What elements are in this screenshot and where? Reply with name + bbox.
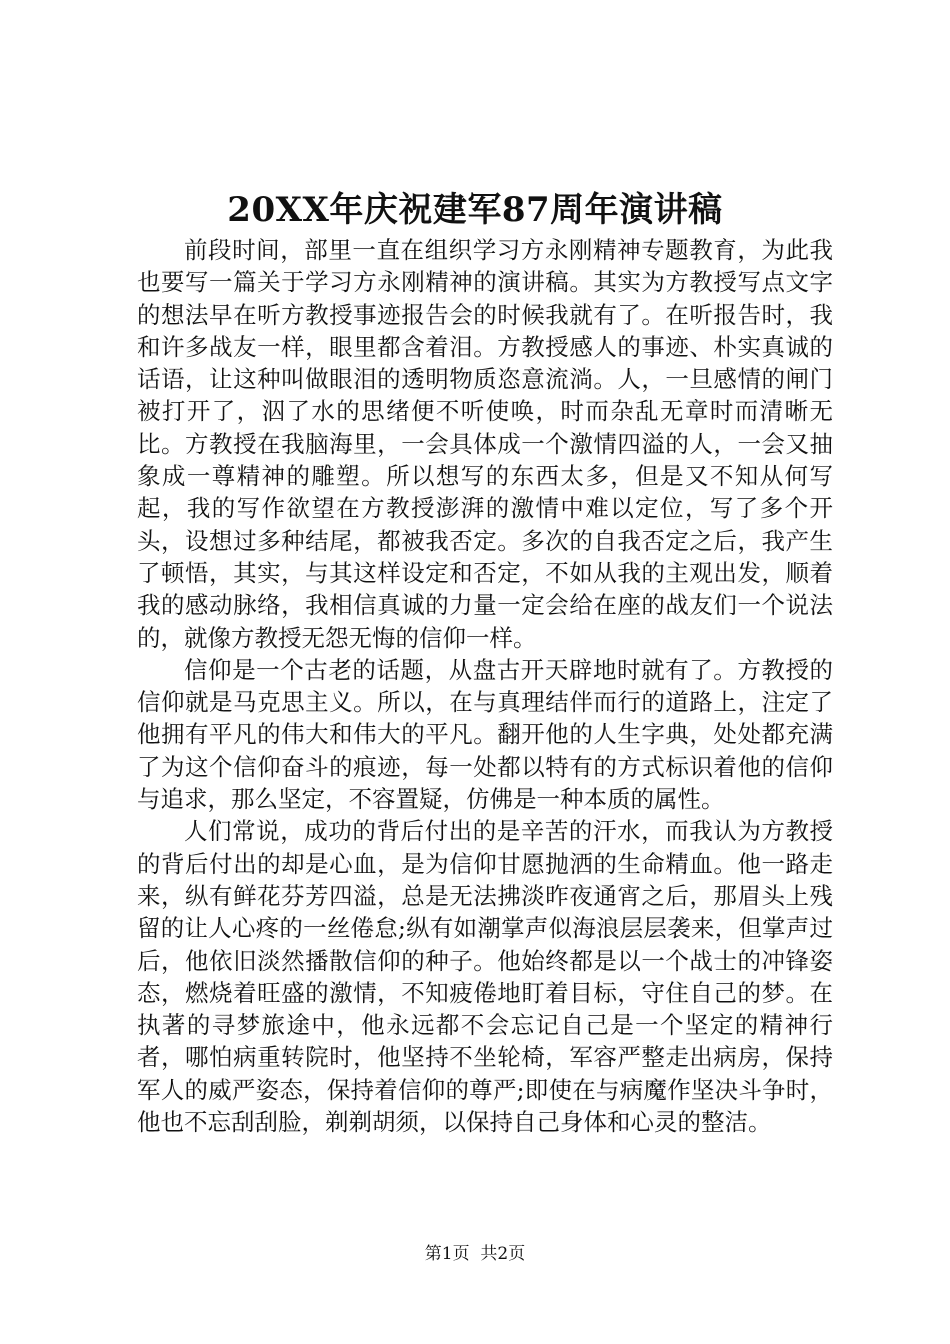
paragraph-1: 前段时间，部里一直在组织学习方永刚精神专题教育，为此我也要写一篇关于学习方永刚精神的演讲稿。其实为方教授写点文字的想法早在听方教授事迹报告会的时候我就有了。在听报告时，我和许多战友一样，眼里都含着泪。方教授感人的事迹、朴实真诚的话语，让这种叫做眼泪的透明物质恣意流淌。人，一旦感情的闸门被打开了，泅了水的思绪便不听使唤，时而杂乱无章时而清晰无比。方教授在我脑海里，一会具体成一个激情四溢的人，一会又抽象成一尊精神的雕塑。所以想写的东西太多，但是又不知从何写起，我的写作欲望在方教授澎湃的激情中难以定位，写了多个开头，设想过多种结尾，都被我否定。多次的自我否定之后，我产生了顿悟，其实，与其这样设定和否定，不如从我的主观出发，顺着我的感动脉络，我相信真诚的力量一定会给在座的战友们一个说法的，就像方教授无怨无悔的信仰一样。 [137,236,833,652]
page-number-total: 共2页 [480,1244,526,1264]
paragraph-3: 人们常说，成功的背后付出的是辛苦的汗水，而我认为方教授的背后付出的却是心血，是为信仰甘愿抛洒的生命精血。他一路走来，纵有鲜花芬芳四溢，总是无法拂淡昨夜通宵之后，那眉头上残留的让人心疼的一丝倦怠;纵有如潮掌声似海浪层层袭来，但掌声过后，他依旧淡然播散信仰的种子。他始终都是以一个战士的冲锋姿态，燃烧着旺盛的激情，不知疲倦地盯着目标，守住自己的梦。在执著的寻梦旅途中，他永远都不会忘记自己是一个坚定的精神行者，哪怕病重转院时，他坚持不坐轮椅，军容严整走出病房，保持军人的威严姿态，保持着信仰的尊严;即使在与病魔作坚决斗争时，他也不忘刮刮脸，剃剃胡须，以保持自己身体和心灵的整洁。 [137,817,833,1137]
page-footer [0,1242,950,1266]
page-number-current: 第1页 [424,1244,470,1264]
paragraph-2: 信仰是一个古老的话题，从盘古开天辟地时就有了。方教授的信仰就是马克思主义。所以，在与真理结伴而行的道路上，注定了他拥有平凡的伟大和伟大的平凡。翻开他的人生字典，处处都充满了为这个信仰奋斗的痕迹，每一处都以特有的方式标识着他的信仰与追求，那么坚定，不容置疑，仿佛是一种本质的属性。 [137,655,833,814]
document-title: 20XX年庆祝建军87周年演讲稿 [227,190,723,230]
document-body [137,234,833,1138]
footer-separator [470,1244,481,1264]
